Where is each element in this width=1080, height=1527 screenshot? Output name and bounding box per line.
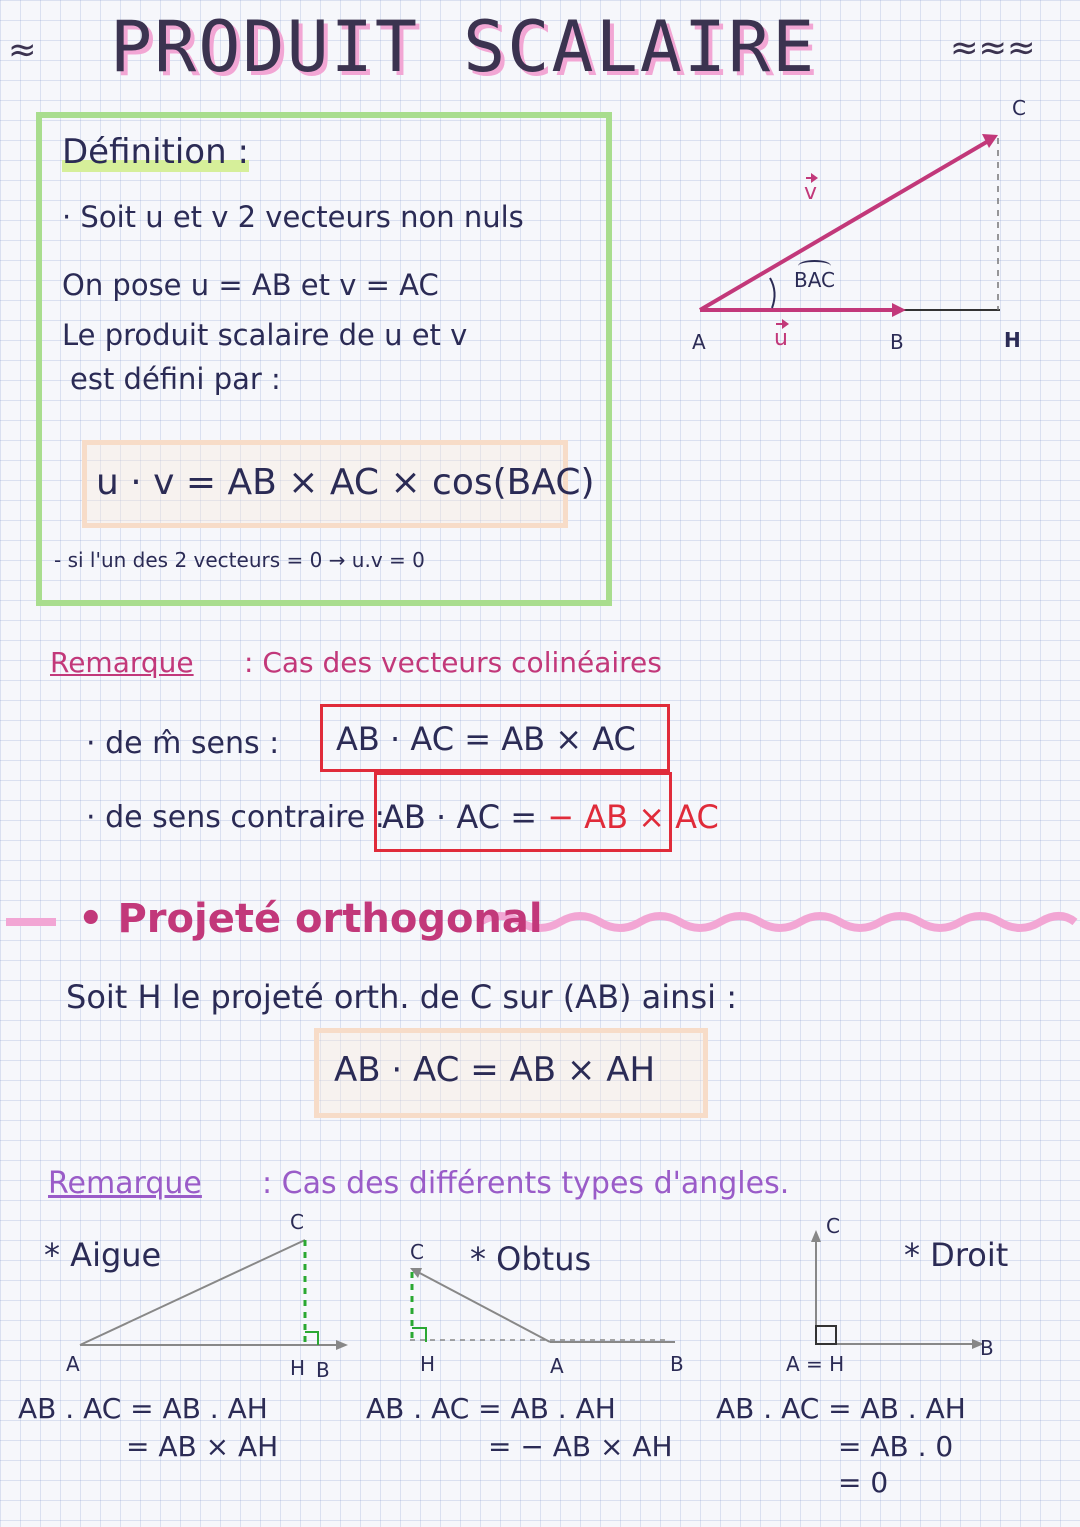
obtuse-label-c: C <box>410 1240 424 1264</box>
right-eq2: = AB . 0 <box>838 1430 954 1463</box>
remark1-opp-label: · de sens contraire : <box>86 800 385 835</box>
acute-figure <box>60 1220 360 1360</box>
figure1-label-a: A <box>692 330 706 354</box>
figure1-label-u: u <box>774 326 788 351</box>
right-eq3: = 0 <box>838 1466 889 1499</box>
vector-v-line <box>700 140 990 310</box>
angle-arc <box>770 278 775 308</box>
right-figure <box>790 1220 1010 1360</box>
obtuse-side-ac <box>414 1270 550 1342</box>
title-wave-left-icon: ≈ <box>8 30 37 70</box>
figure1-label-v: v <box>804 180 818 205</box>
acute-right-angle <box>305 1332 318 1345</box>
figure1-label-angle: BAC <box>794 268 836 292</box>
right-label-c: C <box>826 1214 840 1238</box>
projection-heading: • Projeté orthogonal <box>78 896 543 942</box>
acute-label-b: B <box>316 1358 330 1382</box>
definition-line-4: est défini par : <box>70 362 281 396</box>
page-title: PRODUIT SCALAIRE <box>110 6 817 88</box>
remark1-opp-left: AB · AC = <box>382 798 538 836</box>
remark2-subtitle: : Cas des différents types d'angles. <box>262 1166 790 1201</box>
remark2-heading: Remarque <box>48 1166 202 1201</box>
projection-text: Soit H le projeté orth. de C sur (AB) ainsi : <box>66 978 737 1016</box>
projection-wave-underline <box>480 916 1075 928</box>
obtuse-label-a: A <box>550 1354 564 1378</box>
acute-eq2: = AB × AH <box>126 1430 279 1463</box>
acute-side-ac <box>80 1240 305 1345</box>
obtuse-eq1: AB . AC = AB . AH <box>366 1392 616 1425</box>
definition-heading: Définition : <box>62 132 249 172</box>
acute-eq1: AB . AC = AB . AH <box>18 1392 268 1425</box>
acute-label-a: A <box>66 1352 80 1376</box>
right-title: * Droit <box>904 1236 1009 1274</box>
acute-arrowhead <box>336 1340 348 1350</box>
right-angle-square <box>816 1326 836 1344</box>
projection-formula: AB · AC = AB × AH <box>334 1050 656 1090</box>
remark1-subtitle: : Cas des vecteurs colinéaires <box>244 646 662 679</box>
remark1-same-formula: AB · AC = AB × AC <box>336 720 636 758</box>
definition-formula: u · v = AB × AC × cos(BAC) <box>96 462 595 503</box>
title-wave-right-icon: ≈≈≈ <box>950 28 1036 68</box>
vector-u-arrowhead <box>892 303 906 317</box>
right-eq1: AB . AC = AB . AH <box>716 1392 966 1425</box>
remark1-same-label: · de m̂ sens : <box>86 726 280 761</box>
definition-line-3: Le produit scalaire de u et v <box>62 318 468 352</box>
acute-label-h: H <box>290 1356 306 1380</box>
acute-label-c: C <box>290 1210 304 1234</box>
right-label-b: B <box>980 1336 994 1360</box>
figure1-label-b: B <box>890 330 904 354</box>
remark1-opp-formula <box>382 798 719 836</box>
obtuse-label-h: H <box>420 1352 436 1376</box>
right-label-ah: A = H <box>786 1352 845 1376</box>
remark1-heading: Remarque <box>50 646 194 679</box>
obtuse-label-b: B <box>670 1352 684 1376</box>
remark1-opp-right: − AB × AC <box>547 798 719 836</box>
definition-box <box>36 112 612 606</box>
acute-title: * Aigue <box>44 1236 162 1274</box>
definition-line-1: · Soit u et v 2 vecteurs non nuls <box>62 200 524 234</box>
right-arrowhead-c <box>811 1230 821 1242</box>
obtuse-figure <box>400 1260 700 1360</box>
definition-note: - si l'un des 2 vecteurs = 0 → u.v = 0 <box>54 548 425 572</box>
obtuse-title: * Obtus <box>470 1240 592 1278</box>
figure1-label-h: H <box>1004 328 1021 352</box>
angle-figure <box>660 100 1060 370</box>
definition-line-2: On pose u = AB et v = AC <box>62 268 439 302</box>
obtuse-eq2: = − AB × AH <box>488 1430 673 1463</box>
figure1-label-c: C <box>1012 96 1026 120</box>
